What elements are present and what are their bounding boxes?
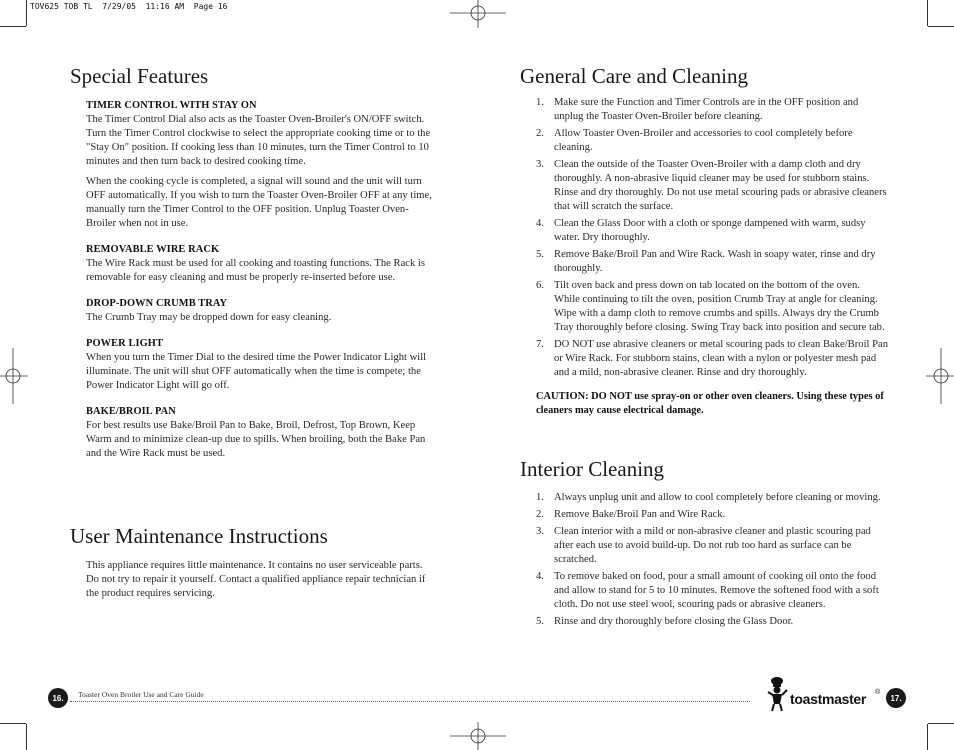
timer-control-paragraph-1: The Timer Control Dial also acts as the Toaster Oven-Broiler's ON/OFF switch. Turn the Timer Control clockwise to select the appropriate cooking time or to the "Stay On" position. If cooking less than 10 minutes, turn the Timer Control to 10 minutes and then turn back to desired cooking time. xyxy=(86,114,431,167)
right-page-number: 17. xyxy=(886,688,906,708)
general-care-item-number: 6. xyxy=(536,280,544,291)
special-features-content xyxy=(86,99,438,461)
general-care-item-number: 7. xyxy=(536,339,544,350)
general-care-item xyxy=(520,338,888,380)
registered-mark: ® xyxy=(875,689,881,696)
interior-cleaning-content xyxy=(520,491,888,632)
general-care-item-text: Tilt oven back and press down on tab located on the bottom of the oven. While continuing to tilt the oven, position Crumb Tray at angle for cleaning. Wipe with a damp cloth to remove crumbs and spills. Always dry the Crumb Tray thoroughly before closing. Swing Tray back into position and secure tab. xyxy=(554,280,885,333)
maintenance-content xyxy=(86,559,432,601)
maintenance-paragraph: This appliance requires little maintenance. It contains no user serviceable parts. Do not try to repair it yourself. Contact a qualified appliance repair technician if the product requires servicing. xyxy=(86,560,426,599)
interior-cleaning-title: Interior Cleaning xyxy=(520,457,665,481)
left-page-number: 16. xyxy=(48,688,68,708)
interior-cleaning-item xyxy=(520,508,888,522)
bake-broil-pan-heading: BAKE/BROIL PAN xyxy=(86,406,176,417)
registration-mark-right-icon xyxy=(926,348,954,404)
footer-divider xyxy=(70,701,750,702)
general-care-item xyxy=(520,127,888,155)
registration-mark-top-icon xyxy=(450,0,506,30)
general-care-item xyxy=(520,248,888,276)
general-care-item-number: 4. xyxy=(536,218,544,229)
general-care-item-text: Clean the Glass Door with a cloth or sponge dampened with warm, sudsy water. Dry thoroughly. xyxy=(554,218,866,243)
general-care-item-text: DO NOT use abrasive cleaners or metal scouring pads to clean Bake/Broil Pan or Wire Rack. For stubborn stains, clean with a nylon or polyester mesh pad and a mild, non-abrasive cleaner. Rinse and dry thoroughly. xyxy=(554,339,888,378)
interior-cleaning-item-number: 4. xyxy=(536,571,544,582)
print-slug: TOV625 TOB TL 7/29/05 11:16 AM Page 16 xyxy=(30,2,228,11)
maintenance-title: User Maintenance Instructions xyxy=(70,524,328,548)
interior-cleaning-item-text: To remove baked on food, pour a small amount of cooking oil onto the food and allow to stand for 5 to 10 minutes. Remove the softened food with a soft cloth. Do not use steel wool, scouring pads or abrasive cleaners. xyxy=(554,571,879,610)
brand-name: toastmaster xyxy=(790,691,867,707)
interior-cleaning-list xyxy=(520,491,888,629)
general-care-content xyxy=(520,96,888,418)
power-light-heading: POWER LIGHT xyxy=(86,338,164,349)
general-care-title: General Care and Cleaning xyxy=(520,64,748,88)
wire-rack-paragraph: The Wire Rack must be used for all cooking and toasting functions. The Rack is removable for easy cleaning and must be properly re-inserted before use. xyxy=(86,258,425,283)
general-care-item-number: 5. xyxy=(536,249,544,260)
interior-cleaning-item-text: Rinse and dry thoroughly before closing the Glass Door. xyxy=(554,616,794,627)
interior-cleaning-item xyxy=(520,525,888,567)
general-care-item-text: Remove Bake/Broil Pan and Wire Rack. Wash in soapy water, rinse and dry thoroughly. xyxy=(554,249,876,274)
general-care-item xyxy=(520,217,888,245)
interior-cleaning-section xyxy=(520,457,890,482)
general-care-item xyxy=(520,96,888,124)
interior-cleaning-item-number: 5. xyxy=(536,616,544,627)
interior-cleaning-item-text: Clean interior with a mild or non-abrasive cleaner and plastic scouring pad after each use to avoid build-up. Do not rub too hard as surface can be scratched. xyxy=(554,526,871,565)
toastmaster-logo xyxy=(764,676,884,712)
interior-cleaning-item-number: 3. xyxy=(536,526,544,537)
general-care-item xyxy=(520,279,888,335)
registration-mark-left-icon xyxy=(0,348,28,404)
caution-notice: CAUTION: DO NOT use spray-on or other oven cleaners. Using these types of cleaners may cause electrical damage. xyxy=(536,391,884,416)
interior-cleaning-item-number: 2. xyxy=(536,509,544,520)
interior-cleaning-item-number: 1. xyxy=(536,492,544,503)
interior-cleaning-item xyxy=(520,491,888,505)
interior-cleaning-item-text: Always unplug unit and allow to cool completely before cleaning or moving. xyxy=(554,492,881,503)
bake-broil-pan-paragraph: For best results use Bake/Broil Pan to Bake, Broil, Defrost, Top Brown, Keep Warm and to minimize clean-up due to spills. When broiling, both the Bake Pan and the Wire Rack must be used. xyxy=(86,420,426,459)
general-care-item-text: Clean the outside of the Toaster Oven-Broiler with a damp cloth and dry thoroughly. A non-abrasive liquid cleaner may be used for stubborn stains. Rinse and dry thoroughly. Do not use metal scouring pads or abrasive cleaners that will scratch the surface. xyxy=(554,159,887,212)
guide-title: Toaster Oven Broiler Use and Care Guide xyxy=(78,690,204,699)
registration-mark-bottom-icon xyxy=(450,722,506,750)
timer-control-paragraph-2: When the cooking cycle is completed, a signal will sound and the unit will turn OFF automatically. If you wish to turn the Toaster Oven-Broiler OFF at any time, manually turn the Timer Control to the OFF position. Unplug Toaster Oven-Broiler when not in use. xyxy=(86,176,432,229)
power-light-paragraph: When you turn the Timer Dial to the desired time the Power Indicator Light will illuminate. The unit will shut OFF automatically when the time is compete; the Power Indicator Light will go off. xyxy=(86,352,427,391)
crumb-tray-paragraph: The Crumb Tray may be dropped down for easy cleaning. xyxy=(86,312,332,323)
interior-cleaning-item xyxy=(520,615,888,629)
interior-cleaning-item xyxy=(520,570,888,612)
general-care-item-text: Allow Toaster Oven-Broiler and accessories to cool completely before cleaning. xyxy=(554,128,853,153)
interior-cleaning-item-text: Remove Bake/Broil Pan and Wire Rack. xyxy=(554,509,726,520)
general-care-section xyxy=(520,64,890,89)
general-care-list xyxy=(520,96,888,380)
maintenance-section xyxy=(70,524,440,549)
general-care-item-text: Make sure the Function and Timer Controls are in the OFF position and unplug the Toaster Oven-Broiler before cleaning. xyxy=(554,97,859,122)
general-care-item-number: 3. xyxy=(536,159,544,170)
crumb-tray-heading: DROP-DOWN CRUMB TRAY xyxy=(86,298,228,309)
general-care-item-number: 1. xyxy=(536,97,544,108)
chef-figure-icon xyxy=(764,676,790,712)
wire-rack-heading: REMOVABLE WIRE RACK xyxy=(86,244,220,255)
special-features-title: Special Features xyxy=(70,64,209,88)
timer-control-heading: TIMER CONTROL WITH STAY ON xyxy=(86,100,257,111)
general-care-item xyxy=(520,158,888,214)
special-features-section xyxy=(70,64,440,89)
general-care-item-number: 2. xyxy=(536,128,544,139)
